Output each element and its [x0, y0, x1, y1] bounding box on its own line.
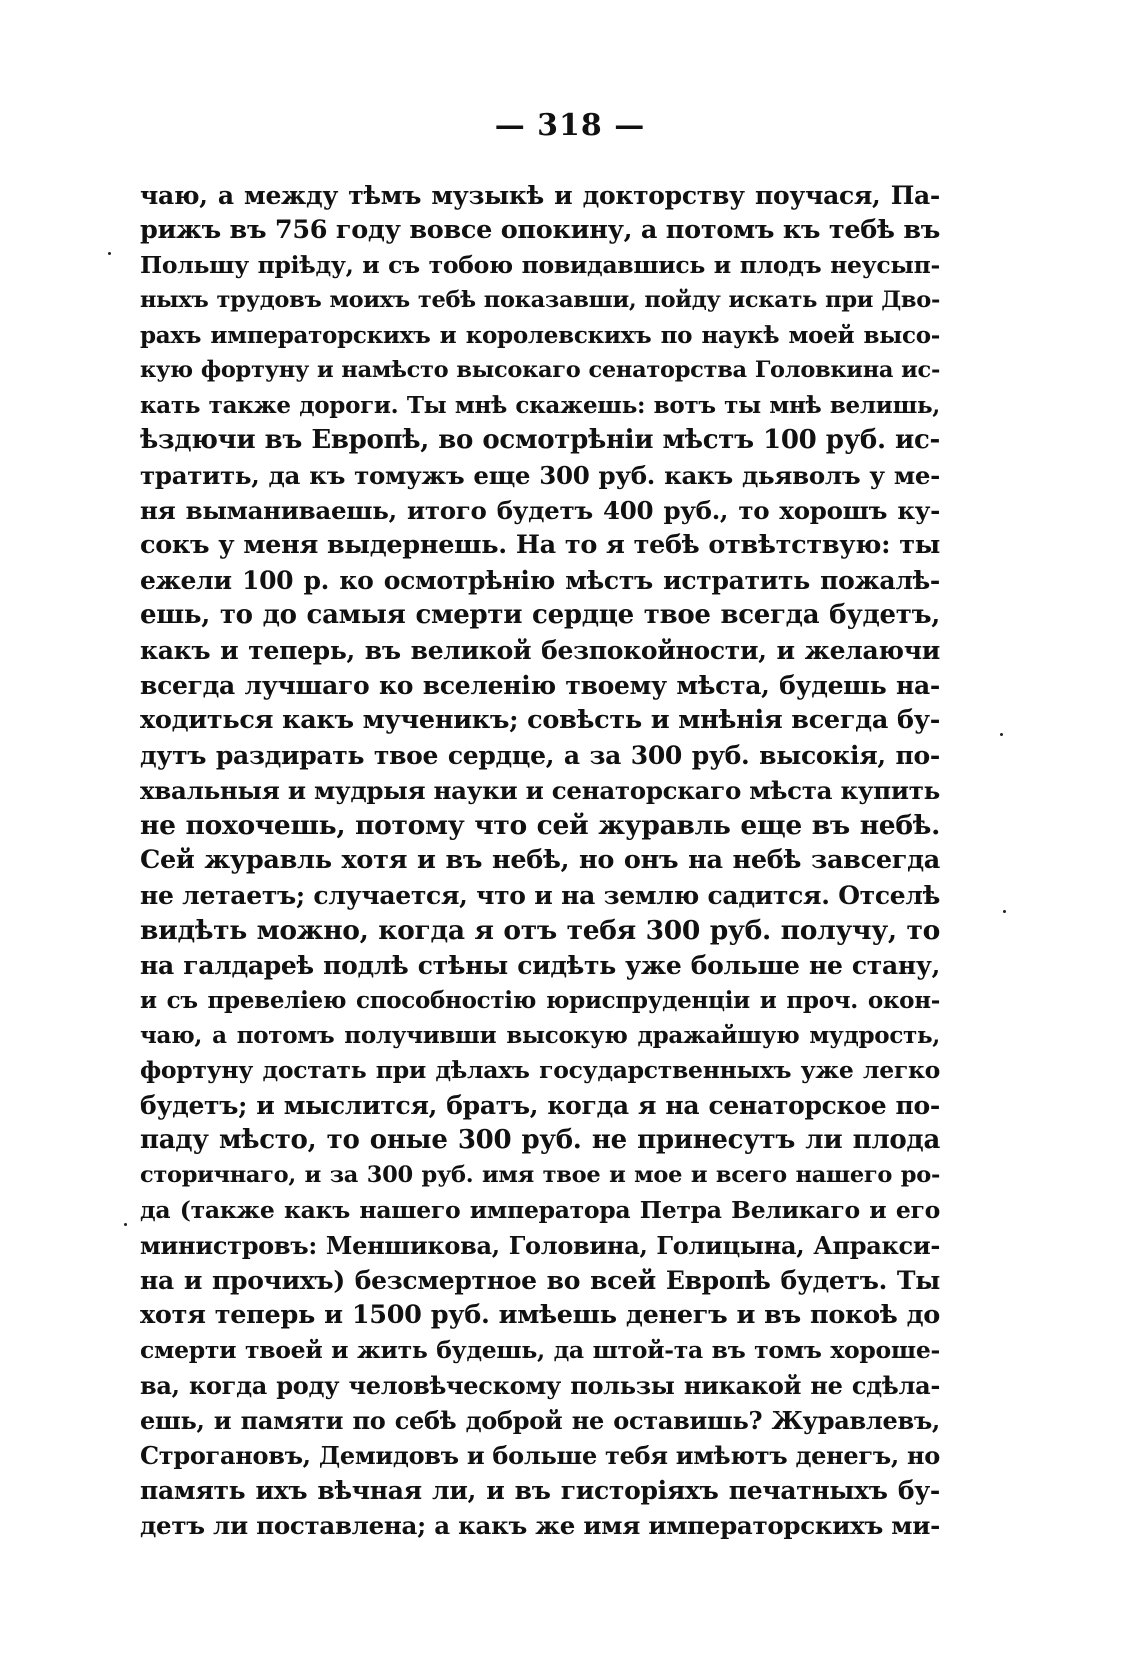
- text-line: сторичнаго, и за 300 руб. имя твое и мое и всего нашего ро-: [140, 1162, 940, 1188]
- text-line: рахъ императорскихъ и королевскихъ по наукѣ моей высо-: [140, 322, 940, 349]
- text-line: кую фортуну и намѣсто высокаго сенаторства Головкина ис-: [140, 357, 940, 383]
- page-body-text: [140, 178, 940, 1543]
- text-line: хвальныя и мудрыя науки и сенаторскаго мѣста купить: [140, 776, 940, 805]
- text-line: чаю, а между тѣмъ музыкѣ и докторству поучася, Па-: [140, 181, 940, 210]
- text-line: ежели 100 р. ко осмотрѣнію мѣстъ истратить пожалѣ-: [140, 566, 940, 595]
- text-line: ня выманиваешь, итого будетъ 400 руб., то хорошъ ку-: [140, 496, 940, 525]
- text-line: хотя теперь и 1500 руб. имѣешь денегъ и въ покоѣ до: [140, 1300, 940, 1330]
- text-line: рижъ въ 756 году вовсе опокину, а потомъ къ тебѣ въ: [140, 215, 940, 245]
- text-line: не летаетъ; случается, что и на землю садится. Отселѣ: [140, 881, 940, 910]
- text-line: ешь, и памяти по себѣ доброй не оставишь? Журавлевъ,: [140, 1406, 940, 1435]
- text-line: ешь, то до самыя смерти сердце твое всегда будетъ,: [140, 600, 940, 630]
- text-line: ходиться какъ мученикъ; совѣсть и мнѣнія всегда бу-: [140, 705, 940, 735]
- ink-speck: [124, 1223, 127, 1226]
- text-line: фортуну достать при дѣлахъ государственныхъ уже легко: [140, 1056, 940, 1084]
- text-line: Польшу пріѣду, и съ тобою повидавшись и плодъ неусып-: [140, 251, 940, 279]
- text-line: смерти твоей и жить будешь, да штой-та въ томъ хороше-: [140, 1336, 940, 1364]
- text-line: не похочешь, потому что сей журавль еще въ небѣ.: [140, 810, 940, 841]
- text-line: да (также какъ нашего императора Петра Великаго и его: [140, 1196, 940, 1224]
- ink-speck: [1003, 910, 1006, 913]
- text-line: и съ превеліею способностію юриспруденціи и проч. окон-: [140, 987, 940, 1014]
- text-line: тратить, да къ томужъ еще 300 руб. какъ дьяволъ у ме-: [140, 461, 940, 490]
- text-line: какъ и теперь, въ великой безпокойности, и желаючи: [140, 636, 940, 665]
- text-line: дутъ раздирать твое сердце, а за 300 руб. высокія, по-: [140, 741, 940, 770]
- text-line: память ихъ вѣчная ли, и въ гисторіяхъ печатныхъ бу-: [140, 1476, 940, 1505]
- text-line: кать также дороги. Ты мнѣ скажешь: вотъ ты мнѣ велишь,: [140, 392, 940, 419]
- text-line: ѣздючи въ Европѣ, во осмотрѣніи мѣстъ 100 руб. ис-: [140, 425, 940, 455]
- text-line: ныхъ трудовъ моихъ тебѣ показавши, пойду искать при Дво-: [140, 287, 940, 313]
- text-line: Сей журавль хотя и въ небѣ, но онъ на небѣ завсегда: [140, 845, 940, 875]
- text-line: детъ ли поставлена; а какъ же имя императорскихъ ми-: [140, 1511, 940, 1540]
- page-number: — 318 —: [494, 108, 646, 143]
- text-line: Строгановъ, Демидовъ и больше тебя имѣютъ денегъ, но: [140, 1441, 940, 1470]
- text-line: министровъ: Меншикова, Головина, Голицына, Апракси-: [140, 1231, 940, 1260]
- text-line: видѣть можно, когда я отъ тебя 300 руб. получу, то: [140, 915, 940, 946]
- ink-speck: [1000, 733, 1003, 736]
- text-line: чаю, а потомъ получивши высокую дражайшую мудрость,: [140, 1022, 940, 1049]
- text-line: будетъ; и мыслится, братъ, когда я на сенаторское по-: [140, 1091, 940, 1120]
- text-line: всегда лучшаго ко вселенію твоему мѣста, будешь на-: [140, 671, 940, 700]
- text-line: сокъ у меня выдернешь. На то я тебѣ отвѣтствую: ты: [140, 530, 940, 560]
- text-line: на и прочихъ) безсмертное во всей Европѣ будетъ. Ты: [140, 1266, 940, 1295]
- text-line: ва, когда роду человѣческому пользы никакой не сдѣла-: [140, 1371, 940, 1400]
- ink-speck: [108, 252, 111, 255]
- text-line: паду мѣсто, то оные 300 руб. не принесутъ ли плода: [140, 1125, 940, 1155]
- text-line: на галдареѣ подлѣ стѣны сидѣть уже больше не стану,: [140, 951, 940, 980]
